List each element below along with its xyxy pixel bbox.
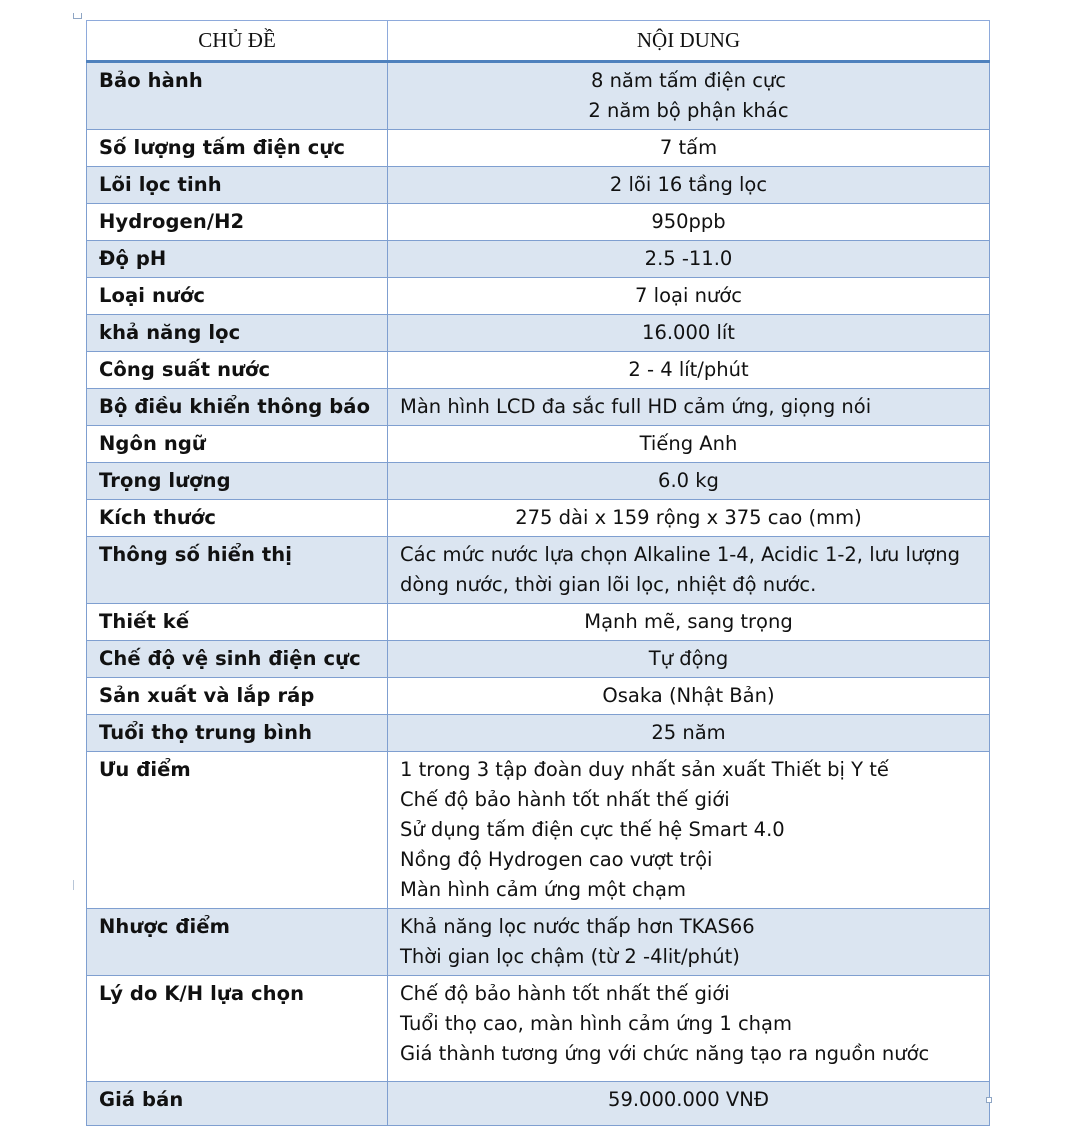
row-topic: Lý do K/H lựa chọn bbox=[87, 976, 388, 1082]
row-content bbox=[388, 62, 990, 130]
row-content bbox=[388, 463, 990, 500]
content-line: Các mức nước lựa chọn Alkaline 1-4, Acidic 1-2, lưu lượng dòng nước, thời gian lõi lọc, nhiệt độ nước. bbox=[400, 543, 960, 596]
row-topic: Thông số hiển thị bbox=[87, 537, 388, 604]
row-topic: Tuổi thọ trung bình bbox=[87, 715, 388, 752]
row-topic: Độ pH bbox=[87, 241, 388, 278]
row-content bbox=[388, 389, 990, 426]
content-line: 275 dài x 159 rộng x 375 cao (mm) bbox=[515, 506, 862, 529]
content-line: 59.000.000 VNĐ bbox=[608, 1088, 769, 1111]
row-topic: Bảo hành bbox=[87, 62, 388, 130]
row-content bbox=[388, 715, 990, 752]
row-topic: Ngôn ngữ bbox=[87, 426, 388, 463]
content-line: 950ppb bbox=[651, 210, 726, 233]
header-content: NỘI DUNG bbox=[388, 21, 990, 62]
row-content bbox=[388, 976, 990, 1082]
row-content bbox=[388, 500, 990, 537]
spec-table bbox=[86, 20, 990, 1126]
row-topic: Lõi lọc tinh bbox=[87, 167, 388, 204]
content-line: Màn hình LCD đa sắc full HD cảm ứng, giọng nói bbox=[400, 395, 872, 418]
row-topic: Chế độ vệ sinh điện cực bbox=[87, 641, 388, 678]
row-topic: Công suất nước bbox=[87, 352, 388, 389]
row-content bbox=[388, 167, 990, 204]
row-topic: Trọng lượng bbox=[87, 463, 388, 500]
table-row bbox=[87, 678, 990, 715]
row-content bbox=[388, 604, 990, 641]
row-topic: Nhược điểm bbox=[87, 909, 388, 976]
table-row bbox=[87, 389, 990, 426]
table-body bbox=[87, 62, 990, 1126]
row-topic: Ưu điểm bbox=[87, 752, 388, 909]
table-row bbox=[87, 352, 990, 389]
content-line: 7 tấm bbox=[659, 136, 718, 159]
table-row bbox=[87, 1082, 990, 1126]
table-row bbox=[87, 62, 990, 130]
row-content bbox=[388, 426, 990, 463]
row-content bbox=[388, 1082, 990, 1126]
table-row bbox=[87, 641, 990, 678]
table-row bbox=[87, 752, 990, 909]
table-row bbox=[87, 167, 990, 204]
row-topic: Sản xuất và lắp ráp bbox=[87, 678, 388, 715]
table-row bbox=[87, 315, 990, 352]
table-row bbox=[87, 463, 990, 500]
content-line: Màn hình cảm ứng một chạm bbox=[400, 878, 686, 901]
content-line: 2 - 4 lít/phút bbox=[628, 358, 749, 381]
row-topic: Giá bán bbox=[87, 1082, 388, 1126]
content-line: Tự động bbox=[648, 647, 729, 670]
content-line: Tuổi thọ cao, màn hình cảm ứng 1 chạm bbox=[400, 1012, 792, 1035]
row-topic: khả năng lọc bbox=[87, 315, 388, 352]
content-line: 25 năm bbox=[651, 721, 726, 744]
table-row bbox=[87, 204, 990, 241]
content-line: 1 trong 3 tập đoàn duy nhất sản xuất Thiết bị Y tế bbox=[400, 758, 889, 781]
table-row bbox=[87, 278, 990, 315]
header-topic: CHỦ ĐỀ bbox=[87, 21, 388, 62]
row-content bbox=[388, 241, 990, 278]
table-resize-handle[interactable] bbox=[986, 1097, 992, 1103]
row-content bbox=[388, 315, 990, 352]
content-line: Chế độ bảo hành tốt nhất thế giới bbox=[400, 788, 730, 811]
table-move-handle[interactable] bbox=[73, 13, 82, 19]
content-line: Thời gian lọc chậm (từ 2 -4lit/phút) bbox=[400, 945, 740, 968]
table-row bbox=[87, 241, 990, 278]
row-content bbox=[388, 278, 990, 315]
table-row bbox=[87, 426, 990, 463]
row-content bbox=[388, 130, 990, 167]
content-line: Sử dụng tấm điện cực thế hệ Smart 4.0 bbox=[400, 818, 785, 841]
row-topic: Loại nước bbox=[87, 278, 388, 315]
content-line: Khả năng lọc nước thấp hơn TKAS66 bbox=[400, 915, 755, 938]
row-topic: Bộ điều khiển thông báo bbox=[87, 389, 388, 426]
content-line: 2.5 -11.0 bbox=[644, 247, 733, 270]
content-line: 2 năm bộ phận khác bbox=[588, 99, 789, 122]
content-line: 2 lõi 16 tầng lọc bbox=[609, 173, 768, 196]
content-line: Tiếng Anh bbox=[639, 432, 738, 455]
row-topic: Số lượng tấm điện cực bbox=[87, 130, 388, 167]
table-row bbox=[87, 976, 990, 1082]
row-content bbox=[388, 537, 990, 604]
table-row bbox=[87, 130, 990, 167]
content-line: Chế độ bảo hành tốt nhất thế giới bbox=[400, 982, 730, 1005]
content-line: Nồng độ Hydrogen cao vượt trội bbox=[400, 848, 713, 871]
row-topic: Kích thước bbox=[87, 500, 388, 537]
table-row bbox=[87, 500, 990, 537]
content-line: 7 loại nước bbox=[635, 284, 742, 307]
row-topic: Thiết kế bbox=[87, 604, 388, 641]
row-content bbox=[388, 752, 990, 909]
table-row bbox=[87, 909, 990, 976]
content-line: 8 năm tấm điện cực bbox=[590, 69, 787, 92]
content-line: Osaka (Nhật Bản) bbox=[602, 684, 775, 707]
table-row bbox=[87, 715, 990, 752]
row-content bbox=[388, 678, 990, 715]
content-line: Giá thành tương ứng với chức năng tạo ra nguồn nước bbox=[400, 1042, 930, 1065]
content-line: 6.0 kg bbox=[658, 469, 719, 492]
content-line: Mạnh mẽ, sang trọng bbox=[584, 610, 793, 633]
row-topic: Hydrogen/H2 bbox=[87, 204, 388, 241]
row-content bbox=[388, 352, 990, 389]
content-line: 16.000 lít bbox=[642, 321, 735, 344]
row-content bbox=[388, 909, 990, 976]
table-row bbox=[87, 604, 990, 641]
row-content bbox=[388, 641, 990, 678]
row-content bbox=[388, 204, 990, 241]
table-header-row bbox=[87, 21, 990, 62]
table-row bbox=[87, 537, 990, 604]
margin-marker bbox=[73, 880, 74, 890]
